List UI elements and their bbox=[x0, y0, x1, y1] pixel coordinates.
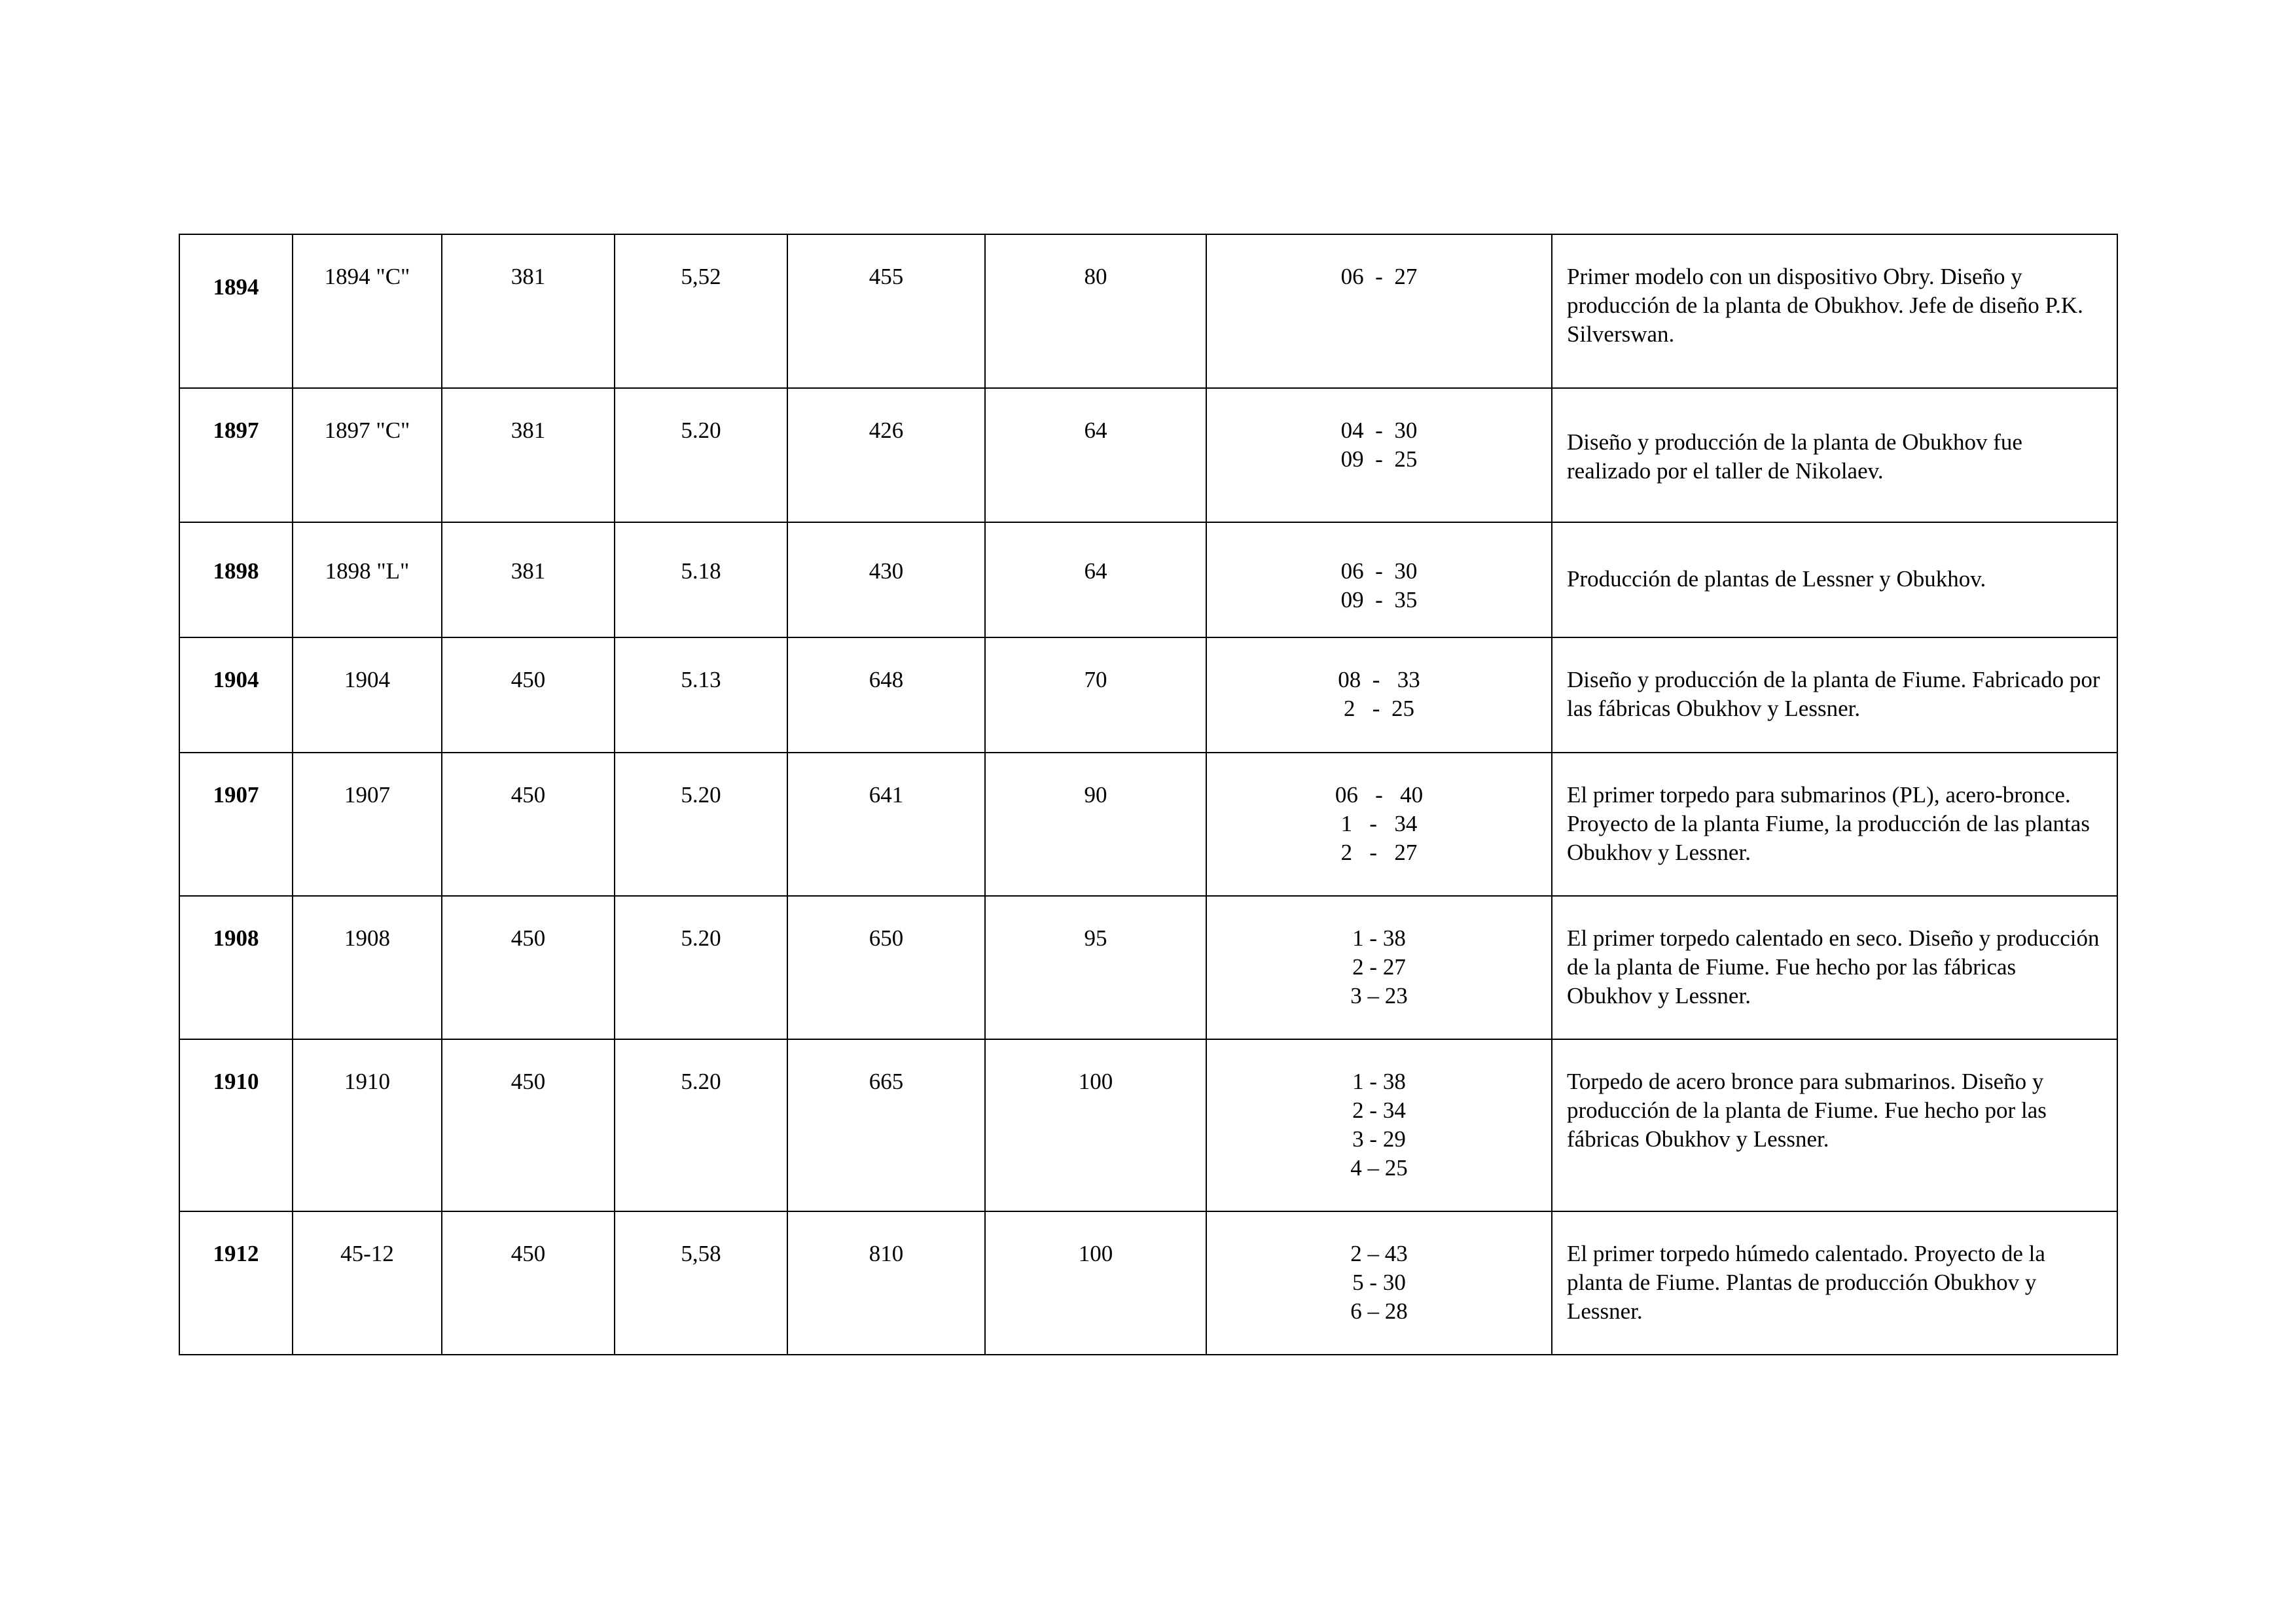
range-line: 1 - 38 bbox=[1352, 925, 1406, 951]
range-speed-cell bbox=[1206, 637, 1552, 753]
range-line: 3 – 23 bbox=[1350, 983, 1408, 1008]
year-cell: 1904 bbox=[179, 637, 293, 753]
notes-cell: Primer modelo con un dispositivo Obry. Diseño y producción de la planta de Obukhov. Jefe de diseño P.K. Silverswan. bbox=[1552, 234, 2117, 388]
caliber-cell: 450 bbox=[442, 637, 615, 753]
charge-cell: 64 bbox=[985, 388, 1206, 522]
year-cell: 1912 bbox=[179, 1211, 293, 1355]
year-cell: 1908 bbox=[179, 896, 293, 1039]
range-line: 08 - 33 bbox=[1338, 667, 1420, 692]
range-line: 2 - 25 bbox=[1344, 696, 1414, 721]
range-speed-cell bbox=[1206, 522, 1552, 637]
notes-cell: El primer torpedo húmedo calentado. Proyecto de la planta de Fiume. Plantas de producción Obukhov y Lessner. bbox=[1552, 1211, 2117, 1355]
table-row bbox=[179, 388, 2117, 522]
range-line: 6 – 28 bbox=[1350, 1298, 1408, 1324]
charge-cell: 100 bbox=[985, 1039, 1206, 1211]
model-cell: 1897 "C" bbox=[293, 388, 442, 522]
caliber-cell: 381 bbox=[442, 522, 615, 637]
notes-cell: Producción de plantas de Lessner y Obukhov. bbox=[1552, 522, 2117, 637]
model-cell: 45-12 bbox=[293, 1211, 442, 1355]
caliber-cell: 381 bbox=[442, 388, 615, 522]
year-cell: 1910 bbox=[179, 1039, 293, 1211]
notes-cell: El primer torpedo calentado en seco. Diseño y producción de la planta de Fiume. Fue hecho por las fábricas Obukhov y Lessner. bbox=[1552, 896, 2117, 1039]
notes-cell: El primer torpedo para submarinos (PL), acero-bronce. Proyecto de la planta Fiume, la producción de las plantas Obukhov y Lessner. bbox=[1552, 753, 2117, 896]
charge-cell: 80 bbox=[985, 234, 1206, 388]
charge-cell: 64 bbox=[985, 522, 1206, 637]
caliber-cell: 381 bbox=[442, 234, 615, 388]
torpedo-specs-table bbox=[179, 234, 2118, 1355]
model-cell: 1894 "C" bbox=[293, 234, 442, 388]
range-speed-cell bbox=[1206, 234, 1552, 388]
table-row bbox=[179, 234, 2117, 388]
weight-cell: 650 bbox=[787, 896, 985, 1039]
weight-cell: 641 bbox=[787, 753, 985, 896]
table-row bbox=[179, 1039, 2117, 1211]
charge-cell: 100 bbox=[985, 1211, 1206, 1355]
caliber-cell: 450 bbox=[442, 1039, 615, 1211]
length-cell: 5.13 bbox=[615, 637, 787, 753]
weight-cell: 665 bbox=[787, 1039, 985, 1211]
range-line: 3 - 29 bbox=[1352, 1126, 1406, 1152]
range-line: 2 – 43 bbox=[1350, 1241, 1408, 1266]
length-cell: 5.20 bbox=[615, 753, 787, 896]
table-row bbox=[179, 753, 2117, 896]
weight-cell: 426 bbox=[787, 388, 985, 522]
length-cell: 5.18 bbox=[615, 522, 787, 637]
weight-cell: 430 bbox=[787, 522, 985, 637]
caliber-cell: 450 bbox=[442, 1211, 615, 1355]
charge-cell: 70 bbox=[985, 637, 1206, 753]
range-line: 2 - 27 bbox=[1352, 954, 1406, 980]
range-line: 04 - 30 bbox=[1340, 418, 1418, 443]
model-cell: 1904 bbox=[293, 637, 442, 753]
range-line: 06 - 40 bbox=[1335, 782, 1424, 808]
year-cell: 1898 bbox=[179, 522, 293, 637]
weight-cell: 648 bbox=[787, 637, 985, 753]
caliber-cell: 450 bbox=[442, 896, 615, 1039]
charge-cell: 90 bbox=[985, 753, 1206, 896]
weight-cell: 810 bbox=[787, 1211, 985, 1355]
notes-cell: Diseño y producción de la planta de Fiume. Fabricado por las fábricas Obukhov y Lessner. bbox=[1552, 637, 2117, 753]
caliber-cell: 450 bbox=[442, 753, 615, 896]
range-speed-cell bbox=[1206, 753, 1552, 896]
range-line: 4 – 25 bbox=[1350, 1155, 1408, 1181]
model-cell: 1907 bbox=[293, 753, 442, 896]
range-line: 06 - 30 bbox=[1340, 558, 1418, 584]
range-line: 09 - 25 bbox=[1340, 446, 1418, 472]
range-speed-cell bbox=[1206, 896, 1552, 1039]
length-cell: 5,58 bbox=[615, 1211, 787, 1355]
length-cell: 5.20 bbox=[615, 388, 787, 522]
notes-cell: Diseño y producción de la planta de Obukhov fue realizado por el taller de Nikolaev. bbox=[1552, 388, 2117, 522]
model-cell: 1910 bbox=[293, 1039, 442, 1211]
length-cell: 5.20 bbox=[615, 896, 787, 1039]
charge-cell: 95 bbox=[985, 896, 1206, 1039]
table-row bbox=[179, 637, 2117, 753]
model-cell: 1898 "L" bbox=[293, 522, 442, 637]
model-cell: 1908 bbox=[293, 896, 442, 1039]
range-line: 2 - 27 bbox=[1340, 840, 1418, 865]
range-speed-cell bbox=[1206, 1039, 1552, 1211]
table-row bbox=[179, 522, 2117, 637]
range-speed-cell bbox=[1206, 1211, 1552, 1355]
weight-cell: 455 bbox=[787, 234, 985, 388]
range-line: 06 - 27 bbox=[1340, 264, 1418, 289]
range-line: 2 - 34 bbox=[1352, 1097, 1406, 1123]
table-row bbox=[179, 1211, 2117, 1355]
range-line: 09 - 35 bbox=[1340, 587, 1418, 613]
range-speed-cell bbox=[1206, 388, 1552, 522]
length-cell: 5.20 bbox=[615, 1039, 787, 1211]
length-cell: 5,52 bbox=[615, 234, 787, 388]
notes-cell: Torpedo de acero bronce para submarinos. Diseño y producción de la planta de Fiume. Fue hecho por las fábricas Obukhov y Lessner. bbox=[1552, 1039, 2117, 1211]
range-line: 1 - 34 bbox=[1340, 811, 1418, 836]
year-cell: 1897 bbox=[179, 388, 293, 522]
year-cell: 1894 bbox=[179, 234, 293, 388]
year-cell: 1907 bbox=[179, 753, 293, 896]
range-line: 5 - 30 bbox=[1352, 1270, 1406, 1295]
range-line: 1 - 38 bbox=[1352, 1069, 1406, 1094]
table-row bbox=[179, 896, 2117, 1039]
